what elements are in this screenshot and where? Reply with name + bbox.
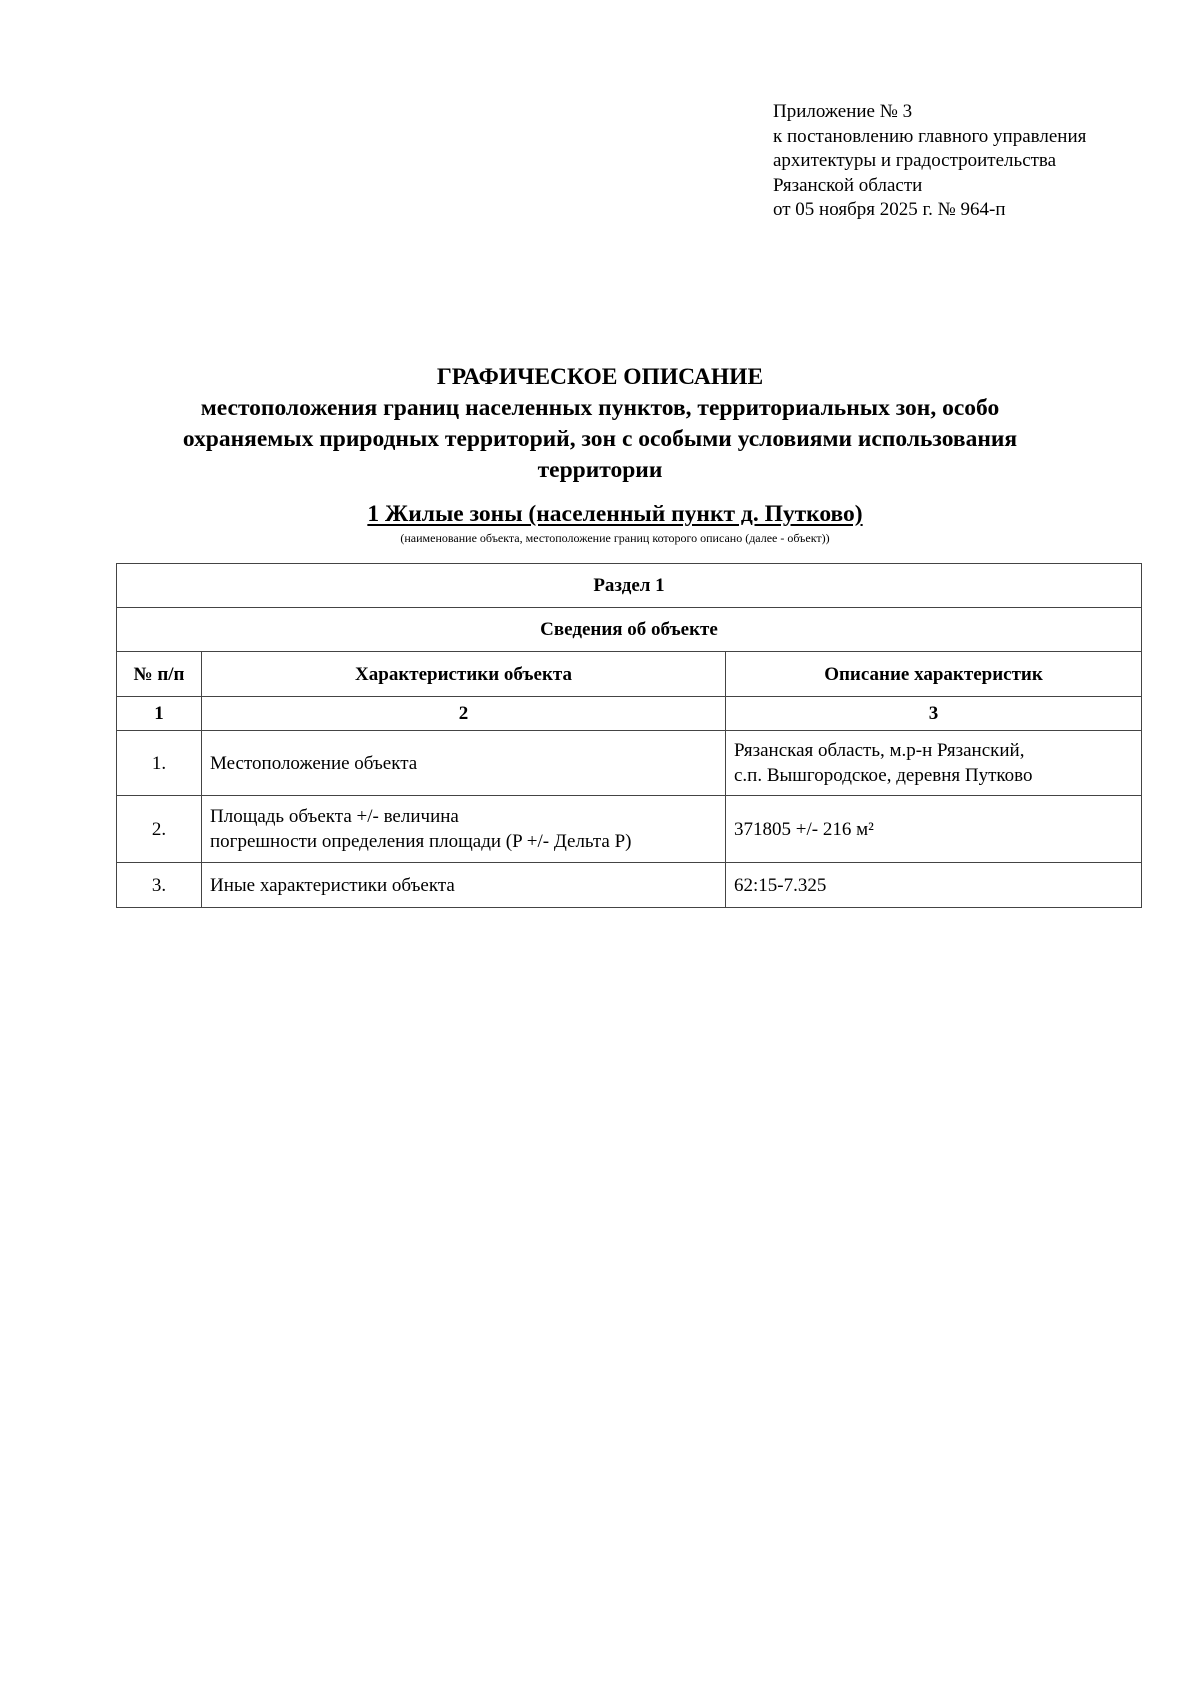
document-title: ГРАФИЧЕСКОЕ ОПИСАНИЕ — [436, 364, 764, 390]
row-description: 371805 +/- 216 м² — [726, 796, 1142, 863]
section-subtitle-row — [117, 608, 1142, 652]
appendix-line: от 05 ноября 2025 г. № 964-п — [773, 199, 1006, 220]
object-caption: (наименование объекта, местоположение границ которого описано (далее - объект)) — [400, 531, 830, 545]
document-heading — [0, 362, 1200, 486]
row-characteristic: Иные характеристики объекта — [202, 863, 726, 908]
header-cell-description: Описание характеристик — [726, 652, 1142, 697]
appendix-line: Рязанской области — [773, 174, 923, 196]
table-row — [117, 796, 1142, 863]
appendix-line: к постановлению главного управления — [773, 125, 1087, 147]
document-subtitle-line: охраняемых природных территорий, зон с особыми условиями использования — [182, 426, 1018, 452]
object-name-text: 1 Жилые зоны (населенный пункт д. Путково) — [367, 501, 863, 527]
object-info-table — [116, 563, 1142, 908]
table-row — [117, 731, 1142, 796]
row-characteristic-line: погрешности определения площади (P +/- Дельта P) — [210, 831, 632, 852]
row-description: 62:15-7.325 — [726, 863, 1142, 908]
header-cell-number: № п/п — [117, 652, 202, 697]
section-subtitle: Сведения об объекте — [117, 608, 1142, 652]
header-cell-characteristic: Характеристики объекта — [202, 652, 726, 697]
row-description — [726, 731, 1142, 796]
column-number-row — [117, 697, 1142, 731]
row-characteristic — [202, 796, 726, 863]
appendix-header — [773, 100, 1086, 223]
row-description-line: Рязанская область, м.р-н Рязанский, — [734, 740, 1025, 761]
object-name — [0, 500, 1200, 528]
section-title: Раздел 1 — [117, 564, 1142, 608]
row-number: 1. — [117, 731, 202, 796]
column-number-cell: 1 — [117, 697, 202, 731]
row-characteristic-line: Площадь объекта +/- величина — [210, 806, 459, 827]
row-number: 3. — [117, 863, 202, 908]
row-characteristic: Местоположение объекта — [202, 731, 726, 796]
table-header-row — [117, 652, 1142, 697]
row-number: 2. — [117, 796, 202, 863]
appendix-line: архитектуры и градостроительства — [773, 150, 1057, 171]
document-subtitle-line: местоположения границ населенных пунктов, территориальных зон, особо — [200, 395, 1000, 421]
column-number-cell: 3 — [726, 697, 1142, 731]
row-description-line: с.п. Вышгородское, деревня Путково — [734, 765, 1033, 786]
appendix-line: Приложение № 3 — [773, 101, 913, 122]
document-subtitle-line: территории — [537, 457, 663, 483]
table-row — [117, 863, 1142, 908]
section-title-row — [117, 564, 1142, 608]
column-number-cell: 2 — [202, 697, 726, 731]
